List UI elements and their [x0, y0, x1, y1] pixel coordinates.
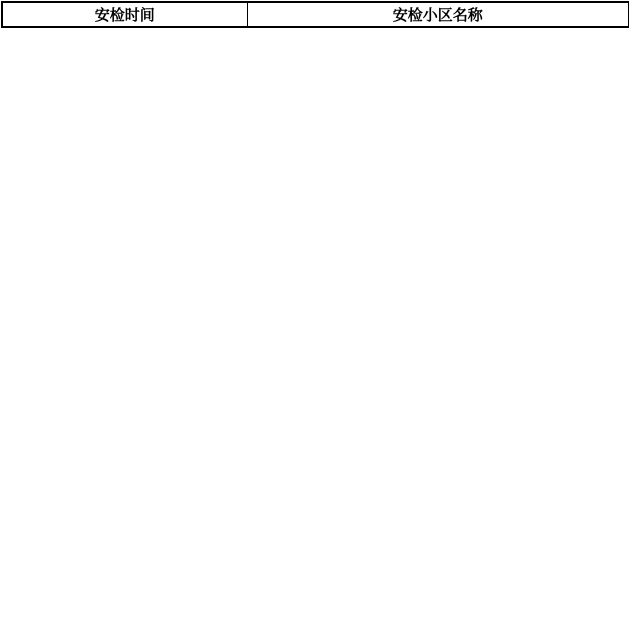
header-inspection-time: 安检时间 — [2, 2, 247, 27]
inspection-schedule-table — [1, 1, 629, 28]
header-row — [2, 2, 629, 27]
header-community-name: 安检小区名称 — [247, 2, 629, 27]
inspection-schedule-container — [0, 0, 629, 29]
table-header — [2, 2, 629, 27]
